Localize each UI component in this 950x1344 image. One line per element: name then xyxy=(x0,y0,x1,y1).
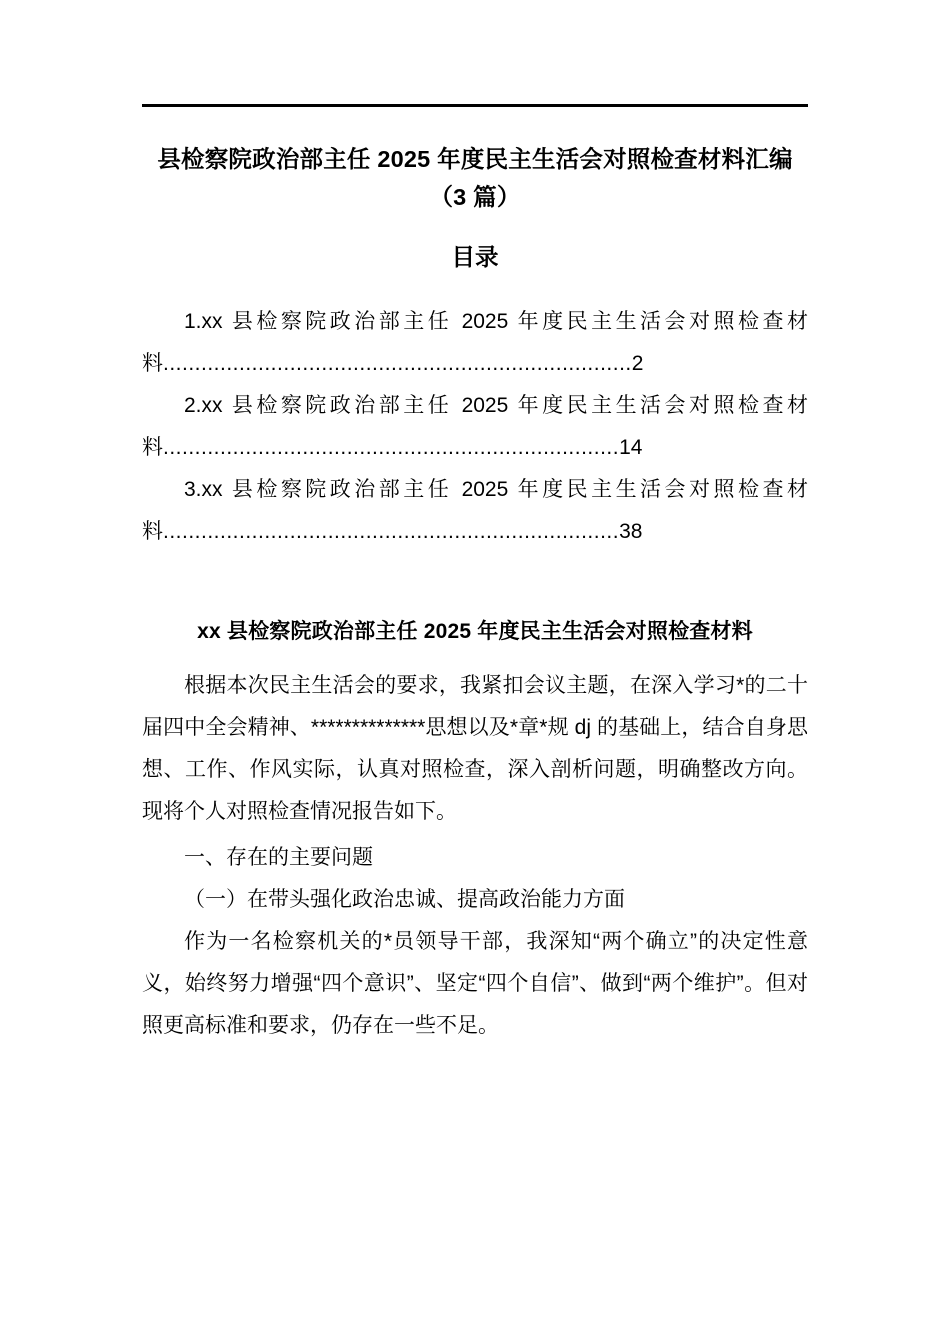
toc-entry-leader: .......................................................................... xyxy=(163,352,632,376)
section-1-heading: 一、存在的主要问题 xyxy=(184,845,373,869)
toc-entry-leader: ........................................................................ xyxy=(163,520,620,544)
toc-entry-label: 3.xx 县检察院政治部主任 2025 年度民主生活会对照检查材料 xyxy=(142,478,808,544)
toc-entry-label: 1.xx 县检察院政治部主任 2025 年度民主生活会对照检查材料 xyxy=(142,310,808,376)
header-divider xyxy=(142,104,808,107)
toc-heading: 目录 xyxy=(451,244,499,271)
page-content xyxy=(142,104,808,1047)
article-heading: xx 县检察院政治部主任 2025 年度民主生活会对照检查材料 xyxy=(197,620,753,644)
toc-list xyxy=(142,301,808,553)
toc-entry-page-number: 14 xyxy=(619,436,643,460)
document-title-line-1: 县检察院政治部主任 2025 年度民主生活会对照检查材料汇编 xyxy=(157,146,793,172)
toc-entry-label: 2.xx 县检察院政治部主任 2025 年度民主生活会对照检查材料 xyxy=(142,394,808,460)
toc-entry-page-number: 2 xyxy=(631,352,644,376)
article-intro-paragraph: 根据本次民主生活会的要求，我紧扣会议主题，在深入学习*的二十届四中全会精神、**************思想以及*章*规 dj 的基础上，结合自身思想、工作、作风实际，认真对照检查，深入剖析问题，明确整改方向。现将个人对照检查情况报告如下。 xyxy=(142,673,808,823)
toc-entry-leader: ........................................................................ xyxy=(163,436,620,460)
toc-entry[interactable] xyxy=(142,469,808,553)
document-title-line-2: （3 篇） xyxy=(429,184,521,211)
document-title xyxy=(142,140,808,216)
toc-entry-page-number: 38 xyxy=(619,520,643,544)
section-1-subsection-1-paragraph: 作为一名检察机关的*员领导干部，我深知“两个确立”的决定性意义，始终努力增强“四个意识”、坚定“四个自信”、做到“两个维护”。但对照更高标准和要求，仍存在一些不足。 xyxy=(142,929,808,1037)
toc-entry[interactable] xyxy=(142,385,808,469)
toc-entry[interactable] xyxy=(142,301,808,385)
section-1-subsection-1-heading: （一）在带头强化政治忠诚、提高政治能力方面 xyxy=(184,887,625,911)
